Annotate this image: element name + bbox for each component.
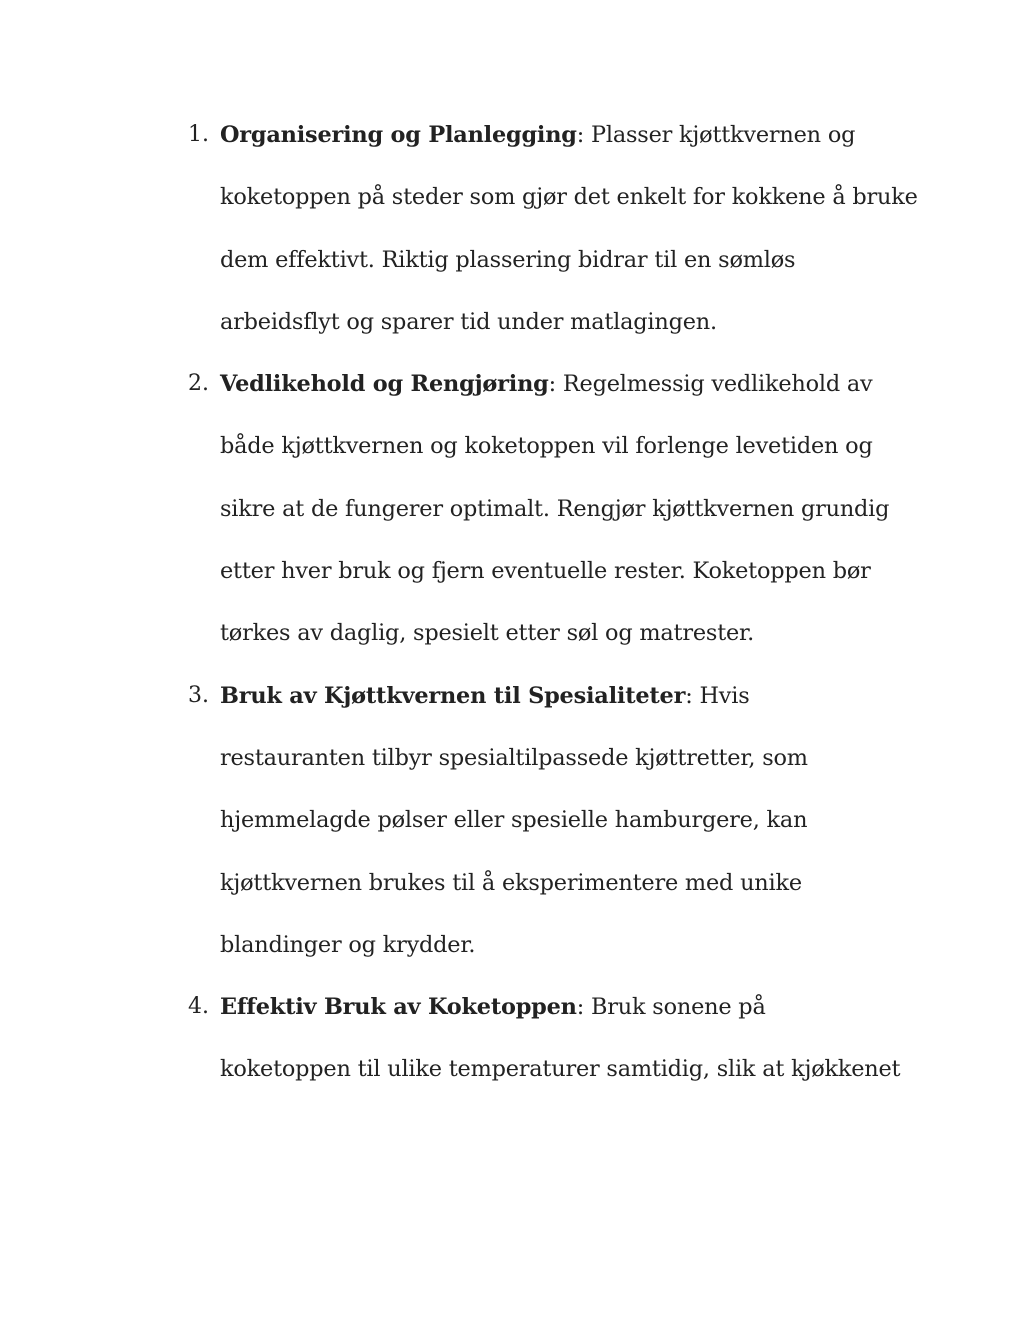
text-line	[220, 353, 910, 415]
list-item-text	[220, 665, 910, 976]
list-item	[0, 665, 1024, 976]
text-line: koketoppen til ulike temperaturer samtidig, slik at kjøkkenet	[220, 1056, 901, 1083]
item-first-line-text: : Bruk sonene på	[576, 994, 766, 1021]
text-line	[220, 976, 910, 1038]
list-item-text	[220, 353, 910, 664]
list-item-text	[220, 976, 910, 1101]
list-item	[0, 976, 1024, 1101]
item-title: Vedlikehold og Rengjøring	[220, 371, 549, 398]
text-line: etter hver bruk og fjern eventuelle rester. Koketoppen bør	[220, 558, 871, 585]
text-line: tørkes av daglig, spesielt etter søl og matrester.	[220, 620, 755, 647]
list-number: 3.	[188, 682, 209, 708]
text-line	[220, 104, 910, 166]
text-line	[220, 665, 910, 727]
text-line: koketoppen på steder som gjør det enkelt for kokkene å bruke	[220, 184, 918, 211]
item-title: Bruk av Kjøttkvernen til Spesialiteter	[220, 682, 686, 709]
item-first-line-text: : Regelmessig vedlikehold av	[548, 371, 873, 398]
text-line: kjøttkvernen brukes til å eksperimentere med unike	[220, 869, 802, 896]
item-title: Organisering og Planlegging	[220, 122, 577, 148]
list-item-text	[220, 104, 918, 353]
item-first-line-text: : Hvis	[685, 682, 750, 709]
text-line: blandinger og krydder.	[220, 931, 476, 958]
list-item	[0, 104, 1024, 353]
text-line: både kjøttkvernen og koketoppen vil forlenge levetiden og	[220, 433, 873, 460]
list-number: 4.	[188, 994, 209, 1020]
list-number: 1.	[188, 122, 209, 147]
text-line: sikre at de fungerer optimalt. Rengjør kjøttkvernen grundig	[220, 495, 890, 522]
item-title: Effektiv Bruk av Koketoppen	[220, 994, 577, 1021]
text-line: dem effektivt. Riktig plassering bidrar til en sømløs	[220, 246, 796, 273]
numbered-list	[0, 104, 1024, 1101]
item-first-line-text: : Plasser kjøttkvernen og	[576, 122, 856, 148]
list-item	[0, 353, 1024, 664]
text-line: restauranten tilbyr spesialtilpassede kjøttretter, som	[220, 744, 808, 771]
text-line: arbeidsflyt og sparer tid under matlagingen.	[220, 308, 717, 335]
text-line: hjemmelagde pølser eller spesielle hamburgere, kan	[220, 807, 808, 834]
list-number: 2.	[188, 371, 209, 397]
